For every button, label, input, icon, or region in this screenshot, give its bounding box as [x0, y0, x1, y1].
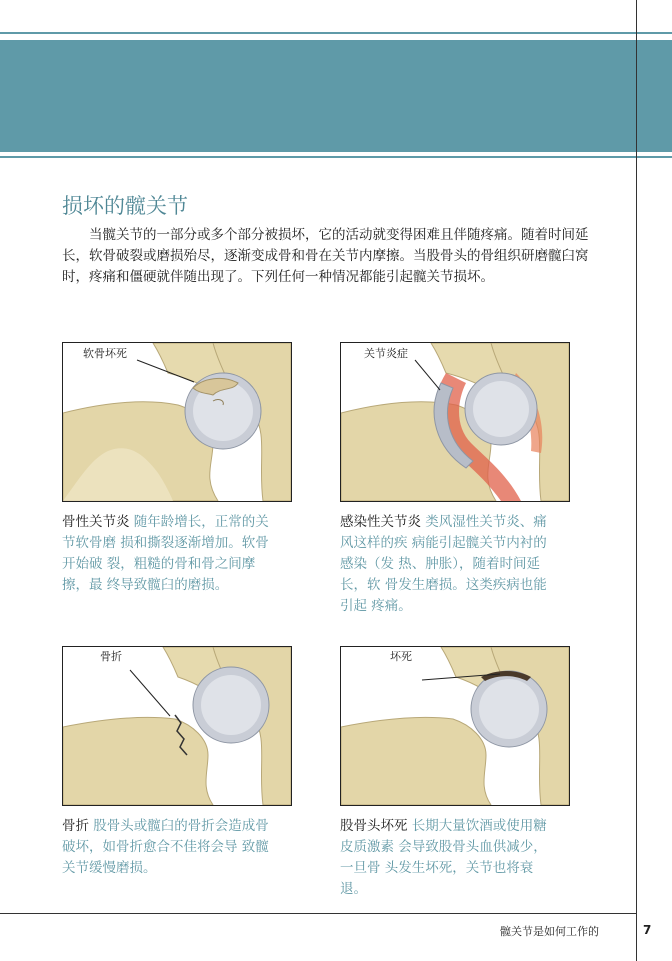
- intro-paragraph: 当髋关节的一部分或多个部分被损坏，它的活动就变得困难且伴随疼痛。随着时间延长，软骨破裂或磨损殆尽，逐渐变成骨和骨在关节内摩擦。当股骨头的骨组织研磨髋臼窝时，疼痛和僵硬就伴随出现了。下列任何一种情况都能引起髋关节损坏。: [62, 227, 589, 285]
- banner-top-line: [0, 32, 672, 34]
- margin-rule: [636, 0, 637, 961]
- label-fracture: 骨折: [100, 650, 122, 663]
- label-necrosis: 坏死: [390, 650, 412, 663]
- footer-title: 髋关节是如何工作的: [500, 925, 599, 938]
- page-number: 7: [643, 923, 652, 937]
- header-banner: [0, 32, 672, 158]
- caption-title: 骨折: [62, 818, 89, 834]
- label-pointer-2: [340, 342, 568, 500]
- section-title: 损坏的髋关节: [62, 194, 188, 218]
- banner-bar: [0, 40, 672, 152]
- label-cartilage-necrosis: 软骨坏死: [83, 347, 127, 360]
- caption-text: 随年龄增长，正常的关节软骨磨 损和撕裂逐渐增加。软骨开始破 裂，粗糙的骨和骨之间摩擦，最 终导致髋臼的磨损。: [62, 514, 269, 593]
- caption-arthritis: [340, 512, 560, 617]
- caption-necrosis: [340, 816, 560, 900]
- banner-bottom-line: [0, 156, 672, 158]
- caption-title: 感染性关节炎: [340, 514, 421, 530]
- caption-text: 类风湿性关节炎、痛风这样的疾 病能引起髋关节内衬的感染（发 热、肿胀），随着时间延长，软 骨发生磨损。这类疾病也能引起 疼痛。: [340, 514, 547, 614]
- caption-text: 长期大量饮酒或使用糖皮质激素 会导致股骨头血供减少，一旦骨 头发生坏死，关节也将衰退。: [340, 818, 547, 897]
- caption-fracture: [62, 816, 282, 879]
- caption-title: 骨性关节炎: [62, 514, 130, 530]
- label-pointer-4: [340, 646, 568, 804]
- label-pointer-1: [62, 342, 290, 500]
- label-joint-inflammation: 关节炎症: [364, 347, 408, 360]
- caption-text: 股骨头或髋臼的骨折会造成骨 破坏，如骨折愈合不佳将会导 致髋关节缓慢磨损。: [62, 818, 269, 876]
- footer-rule: [0, 913, 636, 914]
- label-pointer-3: [62, 646, 290, 804]
- caption-title: 股骨头坏死: [340, 818, 408, 834]
- caption-osteoarthritis: [62, 512, 282, 596]
